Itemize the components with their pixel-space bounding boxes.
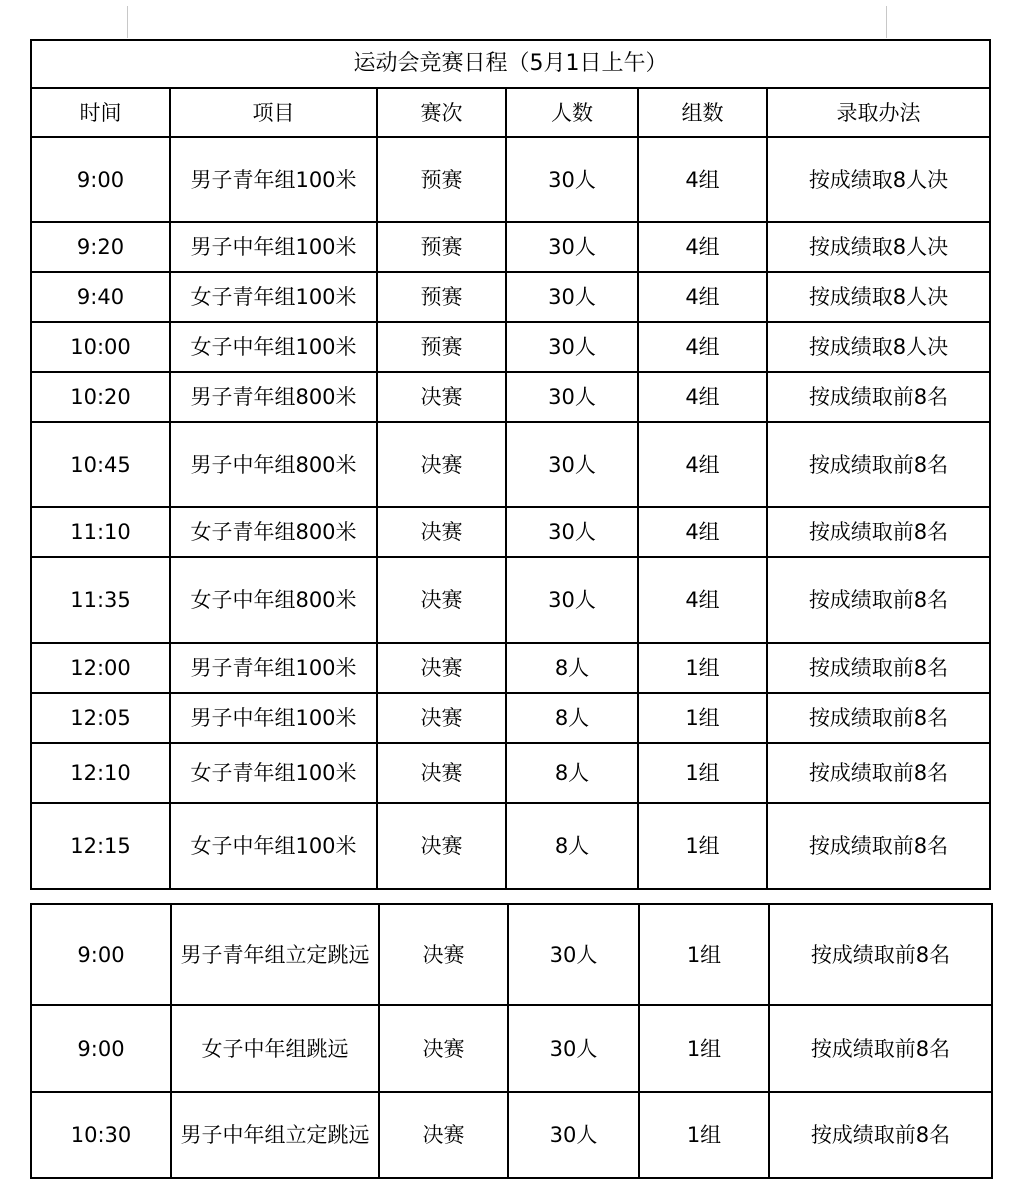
table-row bbox=[31, 904, 992, 1005]
cell-round: 决赛 bbox=[377, 507, 506, 557]
cell-time: 11:10 bbox=[31, 507, 170, 557]
cell-groups: 4组 bbox=[638, 557, 767, 643]
cell-round: 决赛 bbox=[377, 422, 506, 507]
cell-method: 按成绩取前8名 bbox=[767, 372, 990, 422]
cell-event: 男子青年组100米 bbox=[170, 137, 377, 222]
cell-time: 10:00 bbox=[31, 322, 170, 372]
cell-time: 11:35 bbox=[31, 557, 170, 643]
cell-event: 男子中年组100米 bbox=[170, 693, 377, 743]
cell-groups: 4组 bbox=[638, 422, 767, 507]
cell-method: 按成绩取8人决 bbox=[767, 137, 990, 222]
cell-method: 按成绩取前8名 bbox=[767, 643, 990, 693]
cell-round: 决赛 bbox=[379, 1005, 508, 1092]
page-margin-mark-left bbox=[127, 6, 128, 38]
cell-groups: 4组 bbox=[638, 322, 767, 372]
cell-time: 10:20 bbox=[31, 372, 170, 422]
cell-people: 30人 bbox=[506, 422, 638, 507]
cell-groups: 1组 bbox=[638, 693, 767, 743]
table-row bbox=[31, 137, 990, 222]
cell-time: 12:05 bbox=[31, 693, 170, 743]
cell-method: 按成绩取前8名 bbox=[769, 904, 992, 1005]
table-row bbox=[31, 643, 990, 693]
cell-round: 决赛 bbox=[379, 1092, 508, 1178]
cell-time: 10:45 bbox=[31, 422, 170, 507]
cell-people: 30人 bbox=[508, 1005, 639, 1092]
cell-event: 女子青年组800米 bbox=[170, 507, 377, 557]
cell-event: 女子中年组跳远 bbox=[171, 1005, 379, 1092]
table-row bbox=[31, 1005, 992, 1092]
cell-groups: 1组 bbox=[638, 643, 767, 693]
cell-people: 30人 bbox=[506, 507, 638, 557]
table-row bbox=[31, 322, 990, 372]
title-row bbox=[31, 40, 990, 88]
cell-groups: 1组 bbox=[639, 1005, 769, 1092]
cell-people: 30人 bbox=[506, 137, 638, 222]
cell-method: 按成绩取8人决 bbox=[767, 272, 990, 322]
cell-time: 12:15 bbox=[31, 803, 170, 889]
cell-method: 按成绩取前8名 bbox=[767, 743, 990, 803]
page-margin-mark-right bbox=[886, 6, 887, 38]
schedule-table bbox=[30, 39, 991, 890]
cell-people: 30人 bbox=[506, 322, 638, 372]
cell-method: 按成绩取前8名 bbox=[767, 803, 990, 889]
cell-method: 按成绩取8人决 bbox=[767, 222, 990, 272]
cell-event: 女子青年组100米 bbox=[170, 272, 377, 322]
cell-round: 决赛 bbox=[377, 803, 506, 889]
cell-people: 30人 bbox=[506, 222, 638, 272]
cell-round: 预赛 bbox=[377, 137, 506, 222]
cell-time: 9:40 bbox=[31, 272, 170, 322]
cell-people: 30人 bbox=[506, 372, 638, 422]
table-row bbox=[31, 557, 990, 643]
table-row bbox=[31, 743, 990, 803]
cell-round: 决赛 bbox=[377, 693, 506, 743]
cell-time: 9:20 bbox=[31, 222, 170, 272]
cell-groups: 1组 bbox=[638, 803, 767, 889]
cell-event: 女子中年组800米 bbox=[170, 557, 377, 643]
cell-event: 女子中年组100米 bbox=[170, 322, 377, 372]
cell-time: 12:10 bbox=[31, 743, 170, 803]
cell-event: 女子中年组100米 bbox=[170, 803, 377, 889]
header-people: 人数 bbox=[506, 88, 638, 137]
table-row bbox=[31, 803, 990, 889]
cell-round: 预赛 bbox=[377, 272, 506, 322]
cell-event: 女子青年组100米 bbox=[170, 743, 377, 803]
cell-groups: 1组 bbox=[638, 743, 767, 803]
cell-method: 按成绩取前8名 bbox=[767, 557, 990, 643]
table-row bbox=[31, 272, 990, 322]
cell-people: 8人 bbox=[506, 643, 638, 693]
cell-people: 30人 bbox=[508, 1092, 639, 1178]
table-row bbox=[31, 422, 990, 507]
table-row bbox=[31, 507, 990, 557]
header-time: 时间 bbox=[31, 88, 170, 137]
header-event: 项目 bbox=[170, 88, 377, 137]
table-row bbox=[31, 372, 990, 422]
cell-method: 按成绩取前8名 bbox=[767, 507, 990, 557]
cell-groups: 4组 bbox=[638, 272, 767, 322]
cell-time: 9:00 bbox=[31, 137, 170, 222]
cell-people: 8人 bbox=[506, 693, 638, 743]
cell-groups: 1组 bbox=[639, 904, 769, 1005]
cell-people: 8人 bbox=[506, 743, 638, 803]
cell-groups: 4组 bbox=[638, 507, 767, 557]
cell-event: 男子青年组立定跳远 bbox=[171, 904, 379, 1005]
cell-event: 男子中年组100米 bbox=[170, 222, 377, 272]
cell-round: 决赛 bbox=[377, 643, 506, 693]
cell-round: 决赛 bbox=[377, 372, 506, 422]
cell-method: 按成绩取前8名 bbox=[767, 422, 990, 507]
table-row bbox=[31, 222, 990, 272]
cell-method: 按成绩取8人决 bbox=[767, 322, 990, 372]
cell-round: 预赛 bbox=[377, 322, 506, 372]
cell-people: 30人 bbox=[508, 904, 639, 1005]
cell-round: 决赛 bbox=[379, 904, 508, 1005]
cell-event: 男子青年组100米 bbox=[170, 643, 377, 693]
table-row bbox=[31, 693, 990, 743]
table-title: 运动会竞赛日程（5月1日上午） bbox=[31, 40, 990, 88]
cell-method: 按成绩取前8名 bbox=[769, 1092, 992, 1178]
cell-groups: 1组 bbox=[639, 1092, 769, 1178]
cell-round: 预赛 bbox=[377, 222, 506, 272]
cell-round: 决赛 bbox=[377, 557, 506, 643]
cell-event: 男子青年组800米 bbox=[170, 372, 377, 422]
cell-time: 9:00 bbox=[31, 1005, 171, 1092]
field-events-table bbox=[30, 903, 993, 1179]
table-row bbox=[31, 1092, 992, 1178]
cell-time: 9:00 bbox=[31, 904, 171, 1005]
header-method: 录取办法 bbox=[767, 88, 990, 137]
header-round: 赛次 bbox=[377, 88, 506, 137]
cell-event: 男子中年组立定跳远 bbox=[171, 1092, 379, 1178]
cell-method: 按成绩取前8名 bbox=[767, 693, 990, 743]
cell-event: 男子中年组800米 bbox=[170, 422, 377, 507]
cell-people: 30人 bbox=[506, 272, 638, 322]
cell-time: 10:30 bbox=[31, 1092, 171, 1178]
cell-time: 12:00 bbox=[31, 643, 170, 693]
cell-groups: 4组 bbox=[638, 137, 767, 222]
cell-groups: 4组 bbox=[638, 222, 767, 272]
cell-people: 8人 bbox=[506, 803, 638, 889]
cell-people: 30人 bbox=[506, 557, 638, 643]
cell-round: 决赛 bbox=[377, 743, 506, 803]
header-row bbox=[31, 88, 990, 137]
cell-method: 按成绩取前8名 bbox=[769, 1005, 992, 1092]
header-groups: 组数 bbox=[638, 88, 767, 137]
cell-groups: 4组 bbox=[638, 372, 767, 422]
